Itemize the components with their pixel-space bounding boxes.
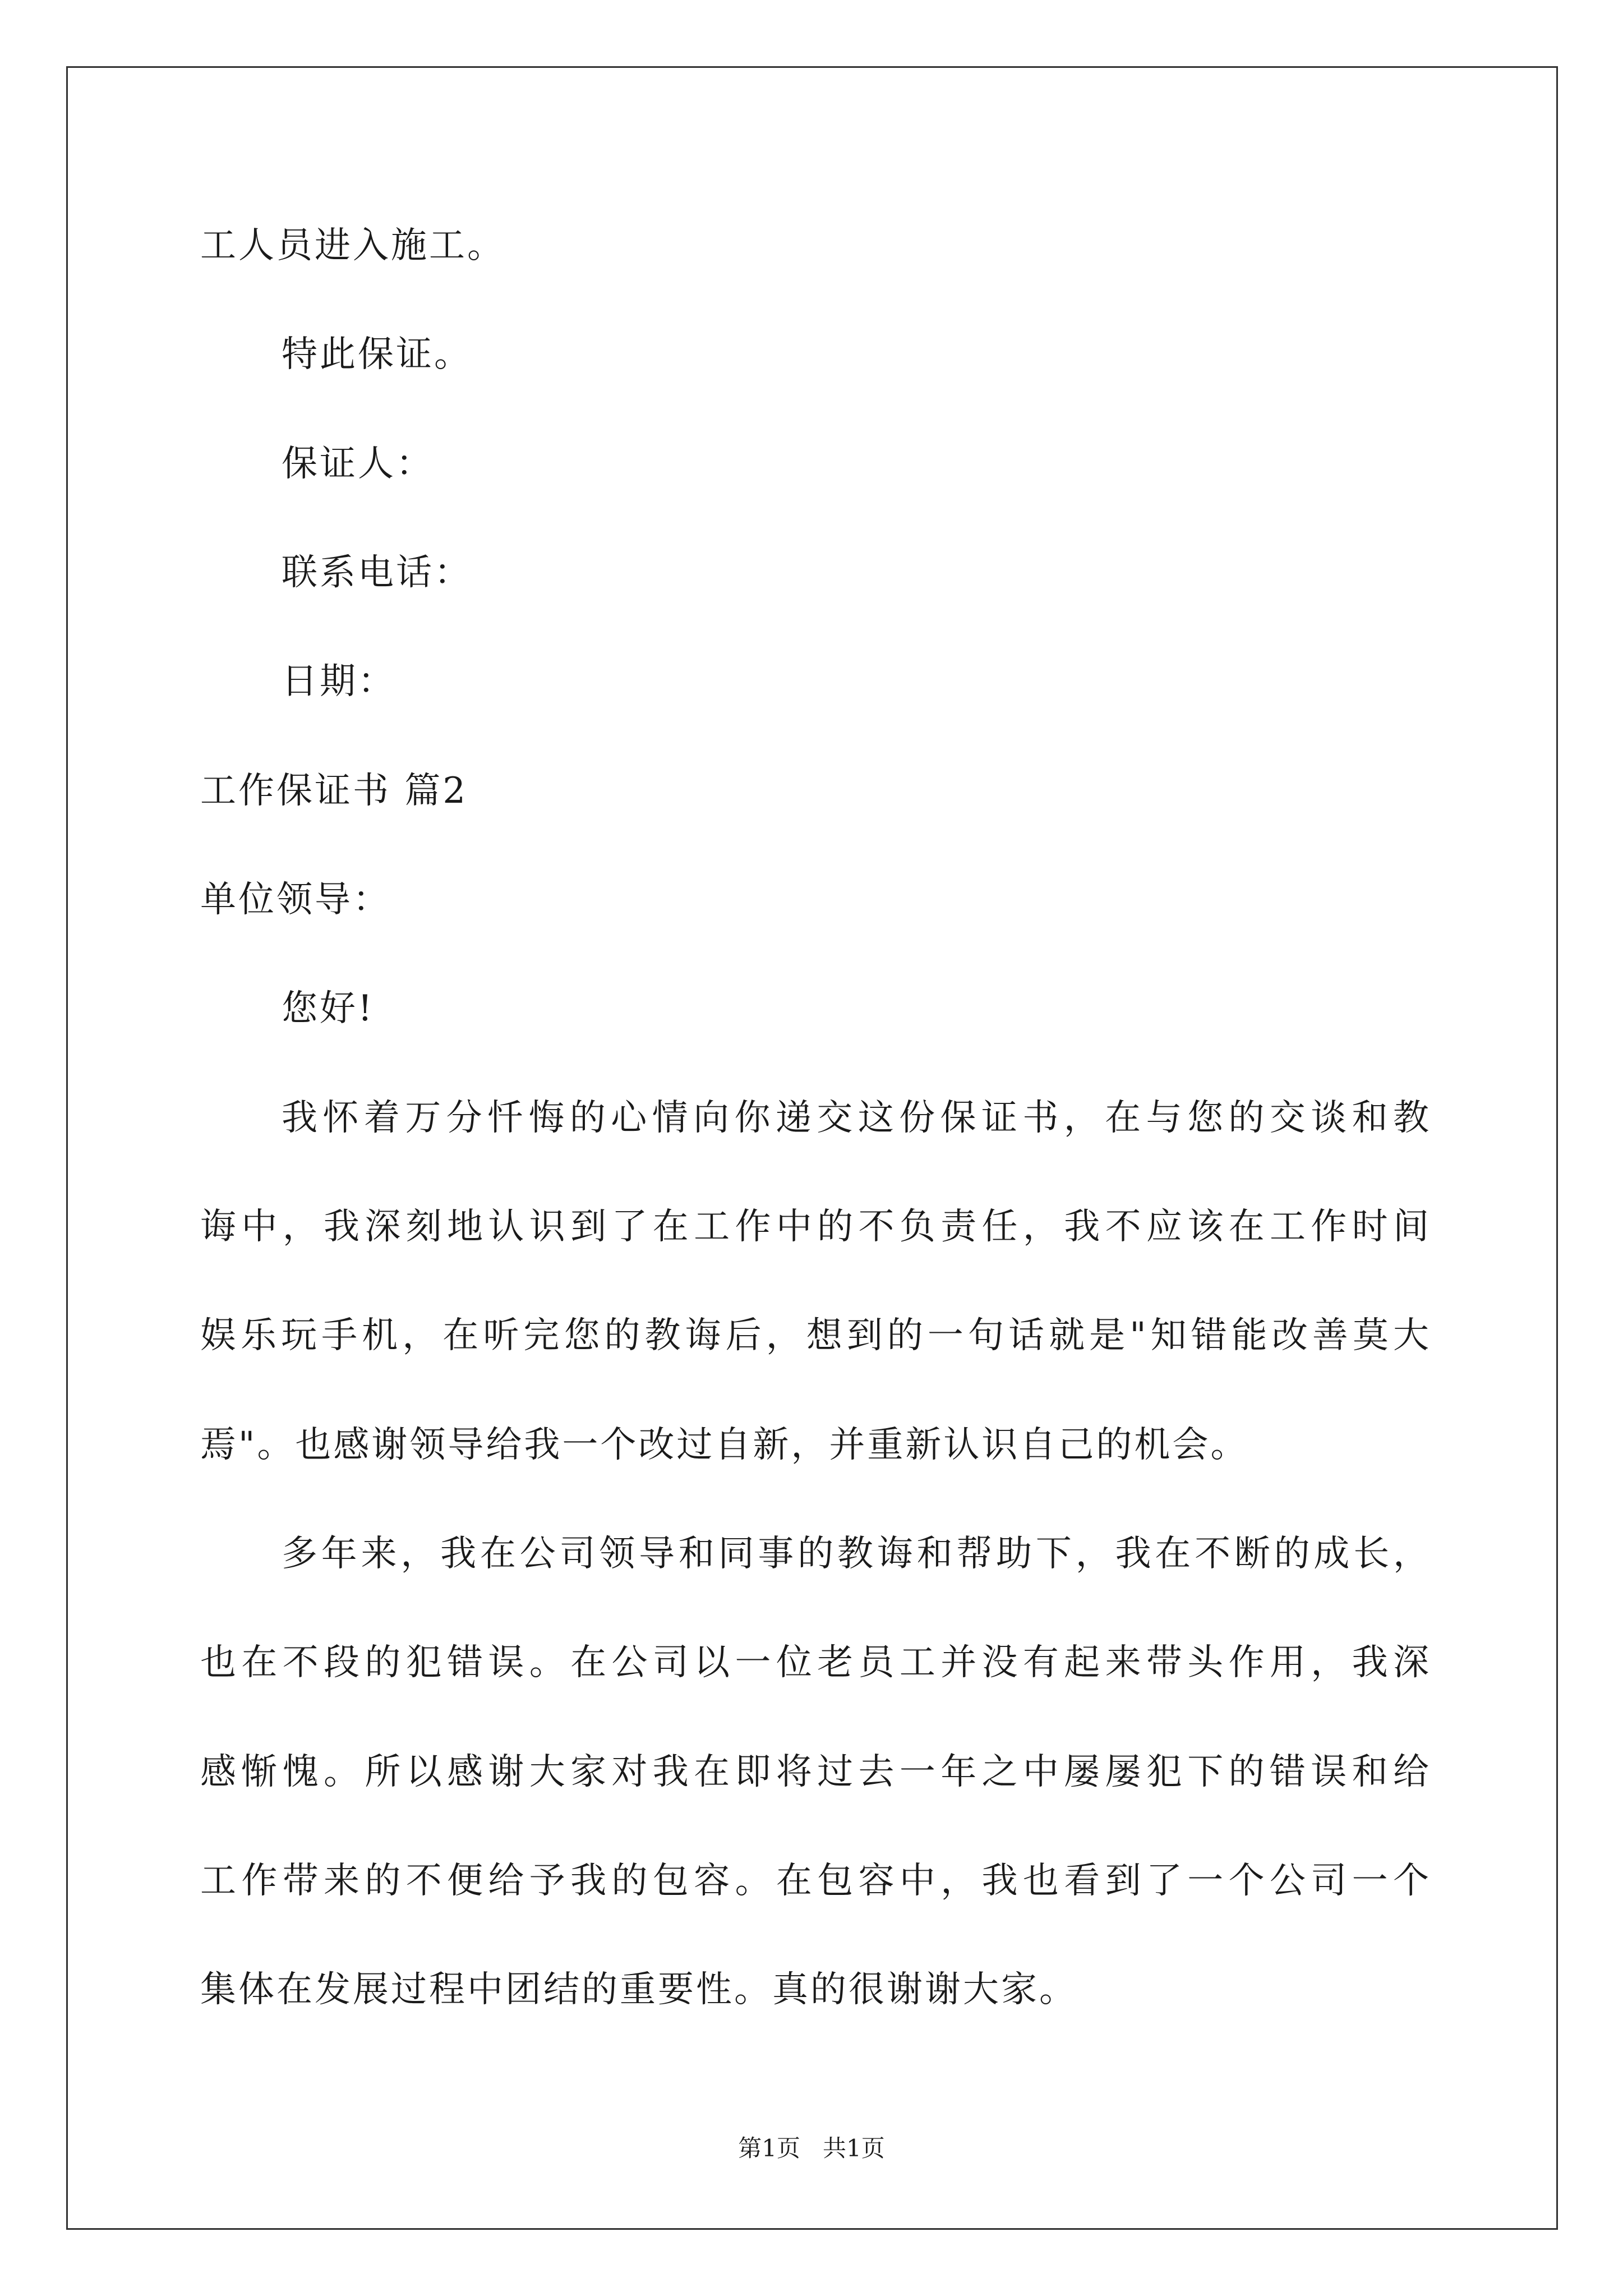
page-border — [66, 66, 1558, 2230]
body-line: 我怀着万分忏悔的心情向你递交这份保证书，在与您的交谈和教 — [282, 1097, 1431, 1139]
closing-statement: 特此保证。 — [282, 334, 472, 375]
guarantor-label: 保证人： — [282, 443, 434, 485]
section-heading: 工作保证书 篇2 — [200, 770, 468, 812]
body-line: 感惭愧。所以感谢大家对我在即将过去一年之中屡屡犯下的错误和给 — [200, 1751, 1431, 1793]
body-line: 诲中，我深刻地认识到了在工作中的不负责任，我不应该在工作时间 — [200, 1206, 1431, 1248]
phone-label: 联系电话： — [282, 552, 472, 593]
body-line: 娱乐玩手机，在听完您的教诲后，想到的一句话就是"知错能改善莫大 — [200, 1315, 1431, 1356]
greeting: 您好! — [282, 988, 375, 1029]
body-line: 多年来，我在公司领导和同事的教诲和帮助下，我在不断的成长， — [282, 1533, 1431, 1575]
body-line: 工人员进入施工。 — [200, 225, 505, 266]
salutation: 单位领导： — [200, 879, 391, 921]
body-line: 工作带来的不便给予我的包容。在包容中，我也看到了一个公司一个 — [200, 1860, 1431, 1902]
date-label: 日期： — [282, 661, 396, 702]
body-line: 集体在发展过程中团结的重要性。真的很谢谢大家。 — [200, 1969, 1077, 2010]
body-line: 也在不段的犯错误。在公司以一位老员工并没有起来带头作用，我深 — [200, 1642, 1431, 1683]
page-footer: 第1页 共1页 — [738, 2134, 885, 2162]
body-line: 焉"。也感谢领导给我一个改过自新，并重新认识自己的机会。 — [200, 1424, 1249, 1466]
